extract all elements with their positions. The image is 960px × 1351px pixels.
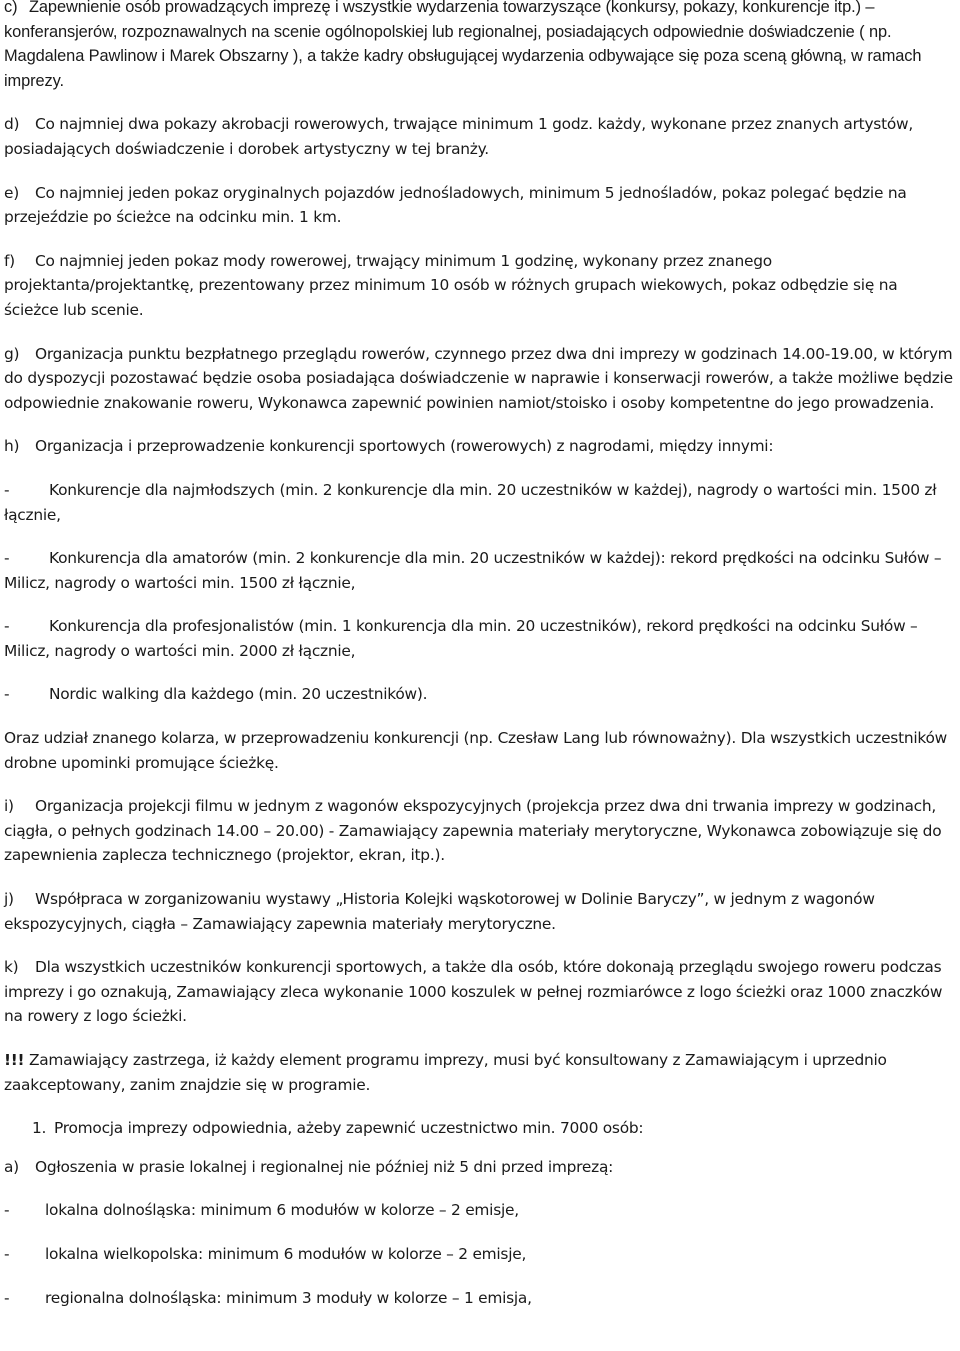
item-i-text: Organizacja projekcji filmu w jednym z wagonów ekspozycyjnych (projekcja przez dwa dni trwania imprezy w godzinach, ciągła, o pełnych godzinach 14.00 – 20.00) - Zamawiający zapewnia materiały merytoryczne, Wykonawca zobowiązuje się do zapewnienia zaplecza technicznego (projektor, ekran, itp.). (4, 797, 942, 865)
item-d-text: Co najmniej dwa pokazy akrobacji rowerowych, trwające minimum 1 godz. każdy, wykonane przez znanych artystów, posiadających doświadczenie i dorobek artystyczny w tej branży. (4, 115, 914, 158)
list-item (4, 614, 956, 663)
list-item (4, 478, 956, 527)
item-e-label: e) (4, 183, 19, 202)
item-k-text: Dla wszystkich uczestników konkurencji sportowych, a także dla osób, które dokonają przeglądu swojego roweru podczas imprezy i go oznakują, Zamawiający zleca wykonanie 1000 koszulek w pełnej rozmiarówce z logo ścieżki oraz 1000 znaczków na rowery z logo ścieżki. (4, 958, 943, 1026)
item-i (4, 794, 956, 868)
section-1-number: 1. (32, 1119, 47, 1138)
item-f (4, 249, 956, 323)
list-item-text: Konkurencja dla profesjonalistów (min. 1 konkurencja dla min. 20 uczestników), rekord prędkości na odcinku Sułów – Milicz, nagrody o wartości min. 2000 zł łącznie, (4, 617, 918, 660)
notice (4, 1048, 956, 1097)
notice-text: Zamawiający zastrzega, iż każdy element programu imprezy, musi być konsultowany z Zamawiającym i uprzednio zaakceptowany, zanim znajdzie się w programie. (4, 1051, 887, 1094)
item-h (4, 434, 956, 459)
item-g (4, 342, 956, 416)
list-dash: - (4, 1244, 10, 1263)
item-c (4, 0, 956, 93)
item-h-text: Organizacja i przeprowadzenie konkurencji sportowych (rowerowych) z nagrodami, między innymi: (35, 437, 774, 456)
item-k-label: k) (4, 958, 19, 977)
list-item (4, 1286, 956, 1311)
list-dash: - (4, 617, 10, 636)
list-item-text: Konkurencje dla najmłodszych (min. 2 konkurencje dla min. 20 uczestników w każdej), nagrody o wartości min. 1500 zł łącznie, (4, 480, 937, 524)
sub-a-text: Ogłoszenia w prasie lokalnej i regionalnej nie później niż 5 dni przed imprezą: (35, 1157, 614, 1176)
list-item (4, 546, 956, 595)
list-item (4, 1198, 956, 1223)
list-item-text: Nordic walking dla każdego (min. 20 uczestników). (49, 685, 428, 704)
list-item-text: regionalna dolnośląska: minimum 3 moduły w kolorze – 1 emisja, (45, 1288, 532, 1307)
list-dash: - (4, 480, 10, 499)
item-e (4, 181, 956, 230)
item-h-label: h) (4, 437, 20, 456)
item-j (4, 887, 956, 936)
item-f-text: Co najmniej jeden pokaz mody rowerowej, trwający minimum 1 godzinę, wykonany przez znanego projektanta/projektantkę, prezentowany przez minimum 10 osób w różnych grupach wiekowych, pokaz odbędzie się na ścieżce lub scenie. (4, 251, 898, 319)
document-page (4, 0, 956, 1329)
item-h-extra: Oraz udział znanego kolarza, w przeprowadzeniu konkurencji (np. Czesław Lang lub równoważny). Dla wszystkich uczestników drobne upominki promujące ścieżkę. (4, 729, 947, 772)
item-c-label: c) (4, 0, 18, 16)
list-dash: - (4, 1288, 10, 1307)
item-e-text: Co najmniej jeden pokaz oryginalnych pojazdów jednośladowych, minimum 5 jednośladów, pokaz polegać będzie na przejeździe po ścieżce na odcinku min. 1 km. (4, 183, 907, 227)
list-item-text: Konkurencja dla amatorów (min. 2 konkurencje dla min. 20 uczestników w każdej): rekord prędkości na odcinku Sułów – Milicz, nagrody o wartości min. 1500 zł łącznie, (4, 549, 942, 592)
list-item (4, 682, 956, 707)
list-dash: - (4, 549, 10, 568)
item-j-label: j) (4, 890, 14, 909)
item-d (4, 112, 956, 161)
notice-marks: !!! (4, 1051, 25, 1069)
list-dash: - (4, 1201, 10, 1220)
item-i-label: i) (4, 797, 14, 816)
section-1-title: Promocja imprezy odpowiednia, ażeby zapewnić uczestnictwo min. 7000 osób: (54, 1119, 644, 1138)
list-dash: - (4, 685, 10, 704)
list-item (4, 1242, 956, 1267)
list-item-text: lokalna wielkopolska: minimum 6 modułów w kolorze – 2 emisje, (45, 1244, 527, 1263)
list-item-text: lokalna dolnośląska: minimum 6 modułów w kolorze – 2 emisje, (45, 1201, 519, 1220)
item-d-label: d) (4, 115, 20, 134)
sub-a-label: a) (4, 1157, 19, 1176)
item-j-text: Współpraca w zorganizowaniu wystawy „Historia Kolejki wąskotorowej w Dolinie Baryczy”, w jednym z wagonów ekspozycyjnych, ciągła – Zamawiający zapewnia materiały merytoryczne. (4, 890, 875, 933)
item-g-label: g) (4, 344, 20, 363)
section-1-heading (4, 1116, 956, 1141)
item-g-text: Organizacja punktu bezpłatnego przeglądu rowerów, czynnego przez dwa dni imprezy w godzinach 14.00-19.00, w którym do dyspozycji pozostawać będzie osoba posiadająca doświadczenie w naprawie i konserwacji rowerów, a także możliwe będzie odpowiednie znakowanie roweru, Wykonawca zapewnić powinien namiot/stoisko i osoby kompetentne do jego prowadzenia. (4, 344, 953, 412)
item-f-label: f) (4, 251, 15, 270)
item-c-text: Zapewnienie osób prowadzących imprezę i wszystkie wydarzenia towarzyszące (konkursy, pokazy, konkurencje itp.) – konferansjerów, rozpoznawalnych na scenie ogólnopolskiej lub regionalnej, posiadających odpowiednie doświadczenie ( np. Magdalena Pawlinow i Marek Obszarny ), a także kadry obsługującej wydarzenia odbywające się poza sceną główną, w ramach imprezy. (4, 0, 922, 90)
item-k (4, 955, 956, 1029)
sub-a (4, 1155, 956, 1180)
